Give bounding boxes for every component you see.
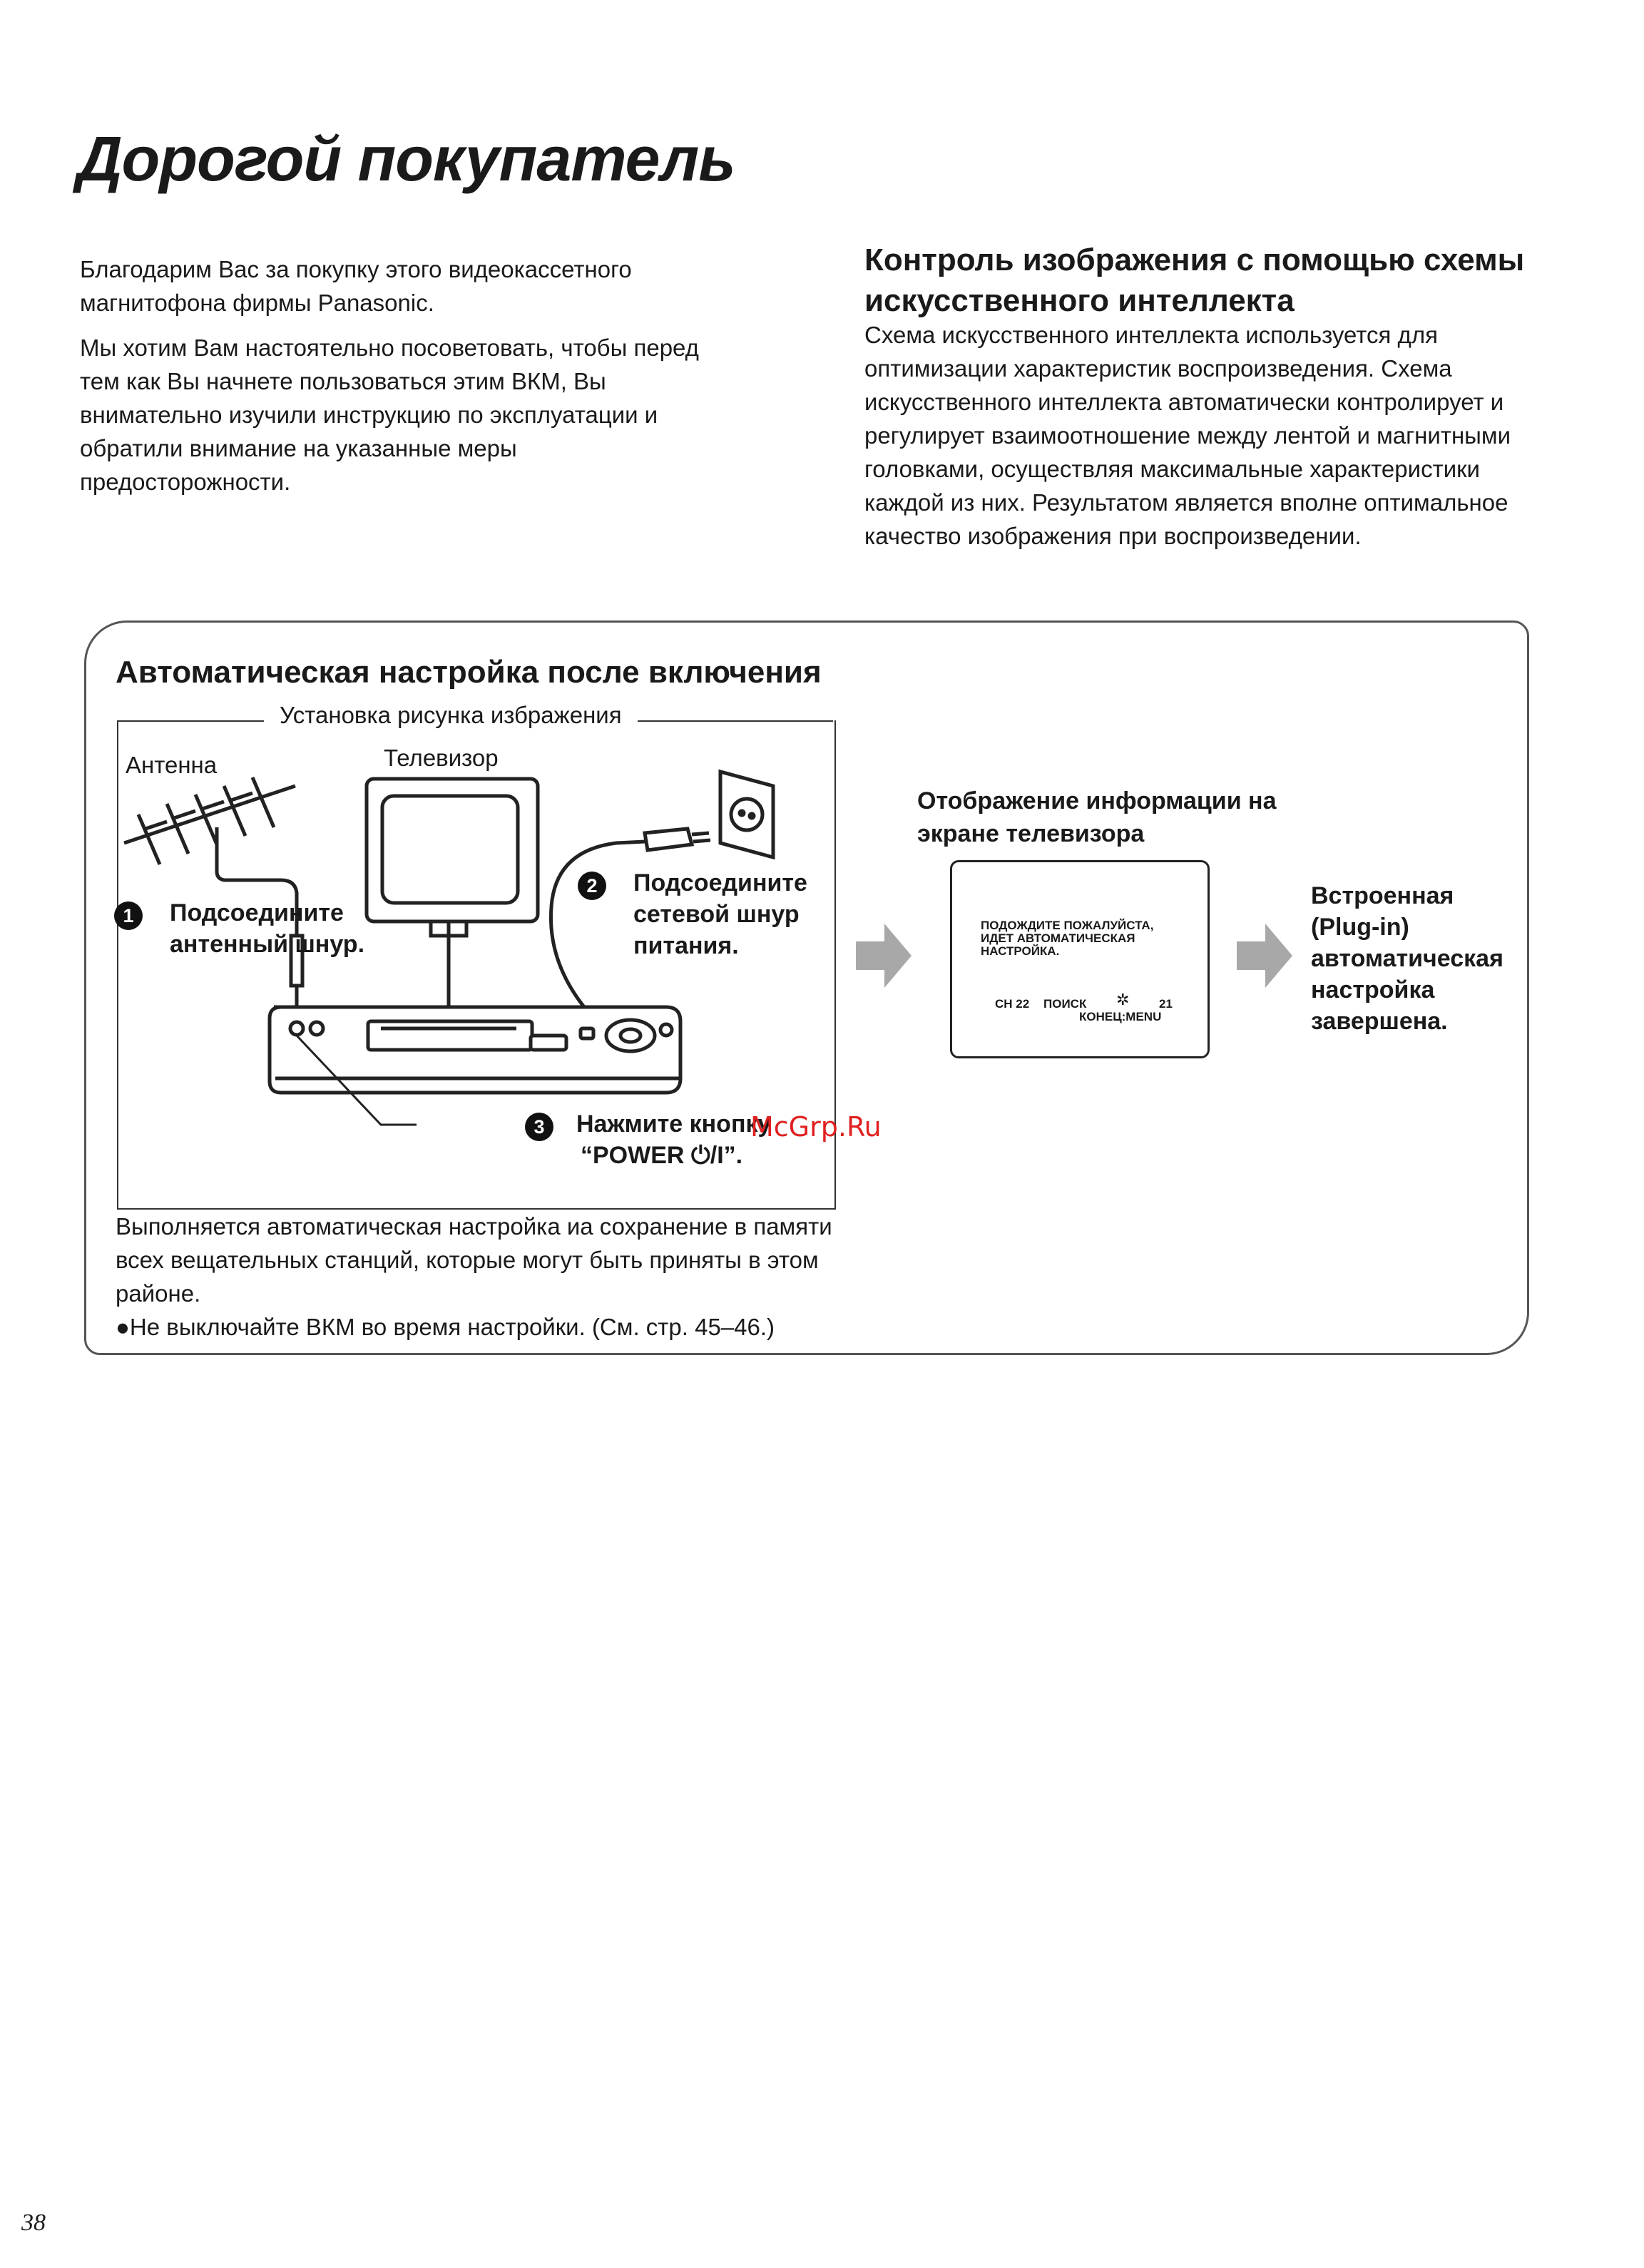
panel-heading: Автоматическая настройка после включения — [116, 655, 822, 690]
step-2-number: 2 — [578, 872, 606, 900]
intro-paragraph-1: Благодарим Вас за покупку этого видеокассетного магнитофона фирмы Panasonic. — [80, 256, 632, 316]
osd-line-3: НАСТРОЙКА. — [981, 944, 1060, 958]
step-3-line-2: “POWER ⏻/I”. — [581, 1142, 743, 1169]
antenna-icon — [124, 777, 302, 1007]
step-2-text: Подсоедините сетевой шнур питания. — [633, 869, 807, 959]
arrow-right-icon — [856, 920, 913, 991]
figure-caption: Установка рисунка избражения — [264, 702, 638, 729]
page-title: Дорогой покупатель — [77, 123, 735, 194]
tuning-description — [116, 1210, 857, 1344]
step-1-text: Подсоедините антенный шнур. — [170, 899, 365, 958]
vcr-icon — [270, 1007, 680, 1093]
tv-label: Телевизор — [384, 745, 499, 771]
osd-line-1: ПОДОЖДИТЕ ПОЖАЛУЙСТА, — [981, 919, 1154, 932]
antenna-label: Антенна — [126, 752, 218, 778]
step-2 — [578, 869, 834, 959]
step-3-line-1: Нажмите кнопку — [576, 1110, 772, 1138]
osd-line-2: ИДЕТ АВТОМАТИЧЕСКАЯ — [981, 931, 1135, 945]
tuning-description-text: Выполняется автоматическая настройка иа сохранение в памяти всех вещательных станций, которые могут быть приняты в этом районе. — [116, 1213, 832, 1307]
tv-icon — [367, 779, 538, 1007]
tuning-note: ●Не выключайте ВКМ во время настройки. (См. стр. 45–46.) — [116, 1314, 775, 1340]
osd-search: ПОИСК — [1043, 997, 1087, 1011]
step-1 — [114, 899, 365, 958]
page-number: 38 — [21, 2210, 46, 2236]
osd-number: 21 — [1159, 997, 1173, 1011]
osd-end-menu: КОНЕЦ:MENU — [1079, 1010, 1162, 1023]
wall-socket-icon — [720, 772, 773, 857]
watermark: McGrp.Ru — [750, 1111, 882, 1143]
step-1-number: 1 — [114, 901, 143, 930]
ai-control-heading: Контроль изображения с помощью схемы искусственного интеллекта — [864, 242, 1525, 318]
osd-channel: CH 22 — [995, 997, 1030, 1011]
step-3-number: 3 — [525, 1113, 553, 1141]
arrow-right-icon — [1237, 920, 1294, 991]
ai-control-text: Схема искусственного интеллекта используется для оптимизации характеристик воспроизведения. Схема искусственного интеллекта автоматически контролирует и регулирует взаимоотношение между лентой и магнитными головками, осуществляя максимальные характеристики каждой из них. Результатом является вполне оптимальное качество изображения при воспроизведении. — [864, 322, 1511, 549]
osd-spinner-icon: ✲ — [1116, 991, 1130, 1008]
intro-paragraph-2: Мы хотим Вам настоятельно посоветовать, чтобы перед тем как Вы начнете пользоваться этим ВКМ, Вы внимательно изучили инструкцию по эксплуатации и обратили внимание на указанные меры предосторожности. — [80, 334, 699, 495]
tuning-complete-text: Встроенная (Plug-in) автоматическая настройка завершена. — [1311, 882, 1503, 1035]
screen-info-title: Отображение информации на экране телевизора — [917, 787, 1277, 847]
tv-screen-display — [950, 860, 1210, 1058]
